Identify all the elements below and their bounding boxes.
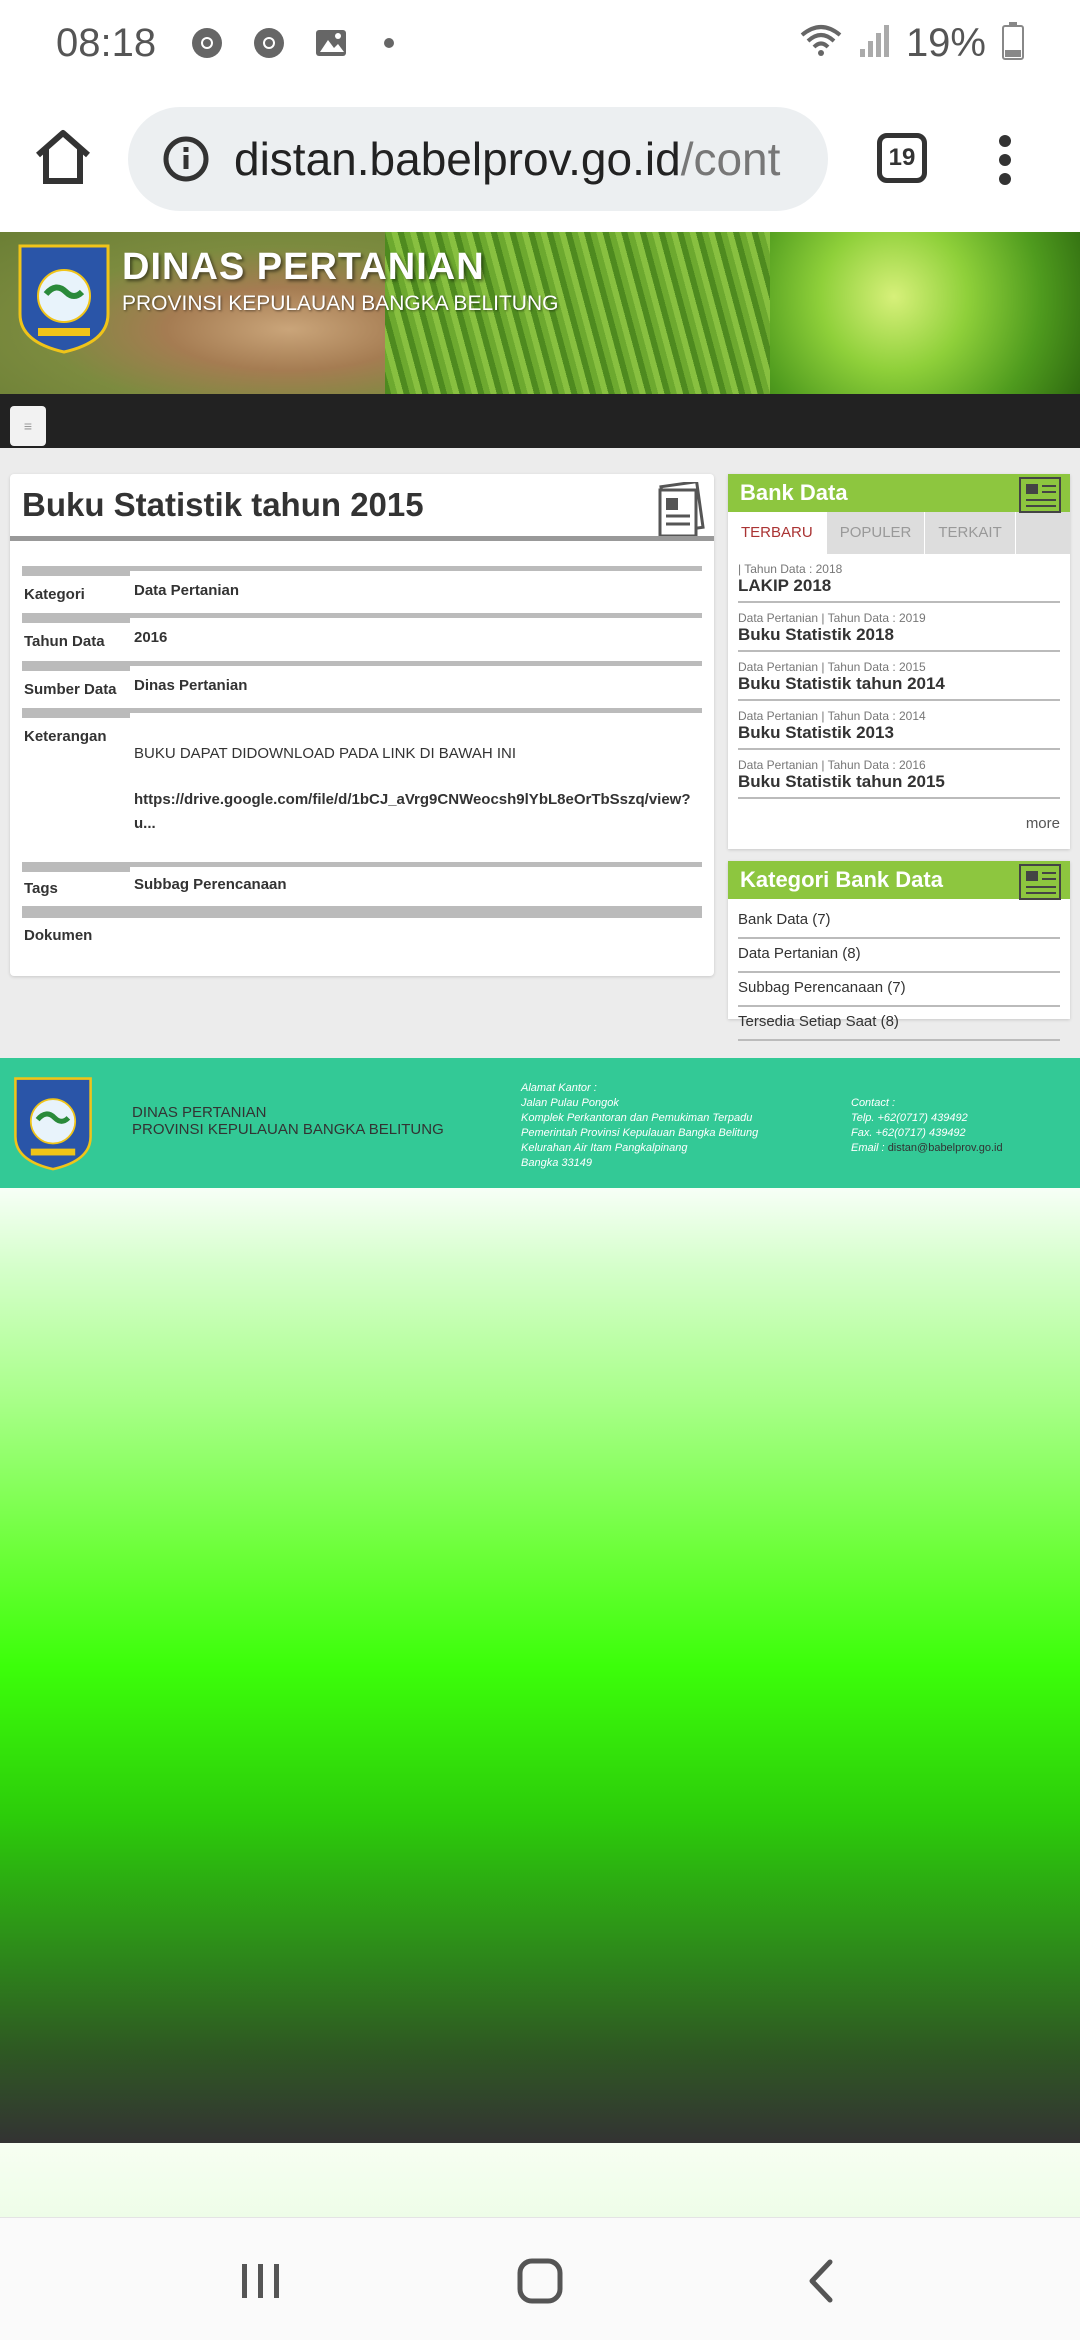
kategori-title: Kategori Bank Data	[740, 867, 943, 892]
item-name[interactable]: Buku Statistik 2013	[738, 723, 894, 742]
label-keterangan: Keterangan	[24, 728, 107, 745]
bank-data-header	[728, 474, 1070, 512]
contact-title: Contact :	[851, 1097, 896, 1109]
article-card	[10, 474, 714, 976]
dokumen-divider	[22, 906, 702, 918]
menu-toggle-button[interactable]: ≡	[10, 406, 46, 446]
list-item[interactable]	[738, 750, 1060, 799]
address-line: Bangka 33149	[521, 1157, 592, 1169]
battery-icon	[1002, 22, 1024, 65]
chrome-notification-icon	[188, 24, 226, 62]
value-keterangan: BUKU DAPAT DIDOWNLOAD PADA LINK DI BAWAH INI	[134, 745, 517, 762]
list-item[interactable]	[738, 652, 1060, 701]
more-options-button[interactable]	[990, 135, 1020, 185]
newspaper-icon	[1012, 861, 1066, 901]
signal-icon	[858, 23, 890, 64]
tab-switcher-button[interactable]: 19	[877, 133, 927, 183]
tab-terbaru[interactable]: TERBARU	[728, 512, 827, 554]
site-banner	[0, 232, 1080, 394]
status-bar	[0, 0, 1080, 86]
more-notifications-dot-icon	[384, 38, 394, 48]
kategori-header	[728, 861, 1070, 899]
address-line: Alamat Kantor :	[521, 1082, 597, 1094]
address-line: Pemerintah Provinsi Kepulauan Bangka Belitung	[521, 1127, 759, 1139]
contact-fax: Fax. +62(0717) 439492	[851, 1127, 966, 1139]
banner-pepper-image	[770, 232, 1080, 394]
address-line: Kelurahan Air Itam Pangkalpinang	[521, 1142, 688, 1154]
contact-email-row	[851, 1141, 1003, 1156]
address-line: Komplek Perkantoran dan Pemukiman Terpadu	[521, 1112, 753, 1124]
document-icon	[654, 482, 706, 538]
footer-address	[521, 1081, 758, 1171]
email-link[interactable]: distan@babelprov.go.id	[887, 1142, 1003, 1154]
browser-toolbar	[0, 95, 1080, 225]
article-title: Buku Statistik tahun 2015	[22, 486, 424, 523]
email-label: Email :	[851, 1142, 885, 1154]
tab-terkait[interactable]: TERKAIT	[925, 512, 1015, 554]
item-name[interactable]: Buku Statistik 2018	[738, 625, 894, 644]
item-meta: Data Pertanian | Tahun Data : 2014	[738, 709, 926, 723]
label-sumber-data: Sumber Data	[24, 681, 117, 698]
footer-logo	[12, 1072, 94, 1174]
wifi-icon	[800, 23, 842, 64]
address-line: Jalan Pulau Pongok	[521, 1097, 619, 1109]
url-path: /cont	[680, 133, 781, 185]
gallery-notification-icon	[312, 24, 350, 62]
footer-contact	[851, 1096, 1003, 1156]
bank-data-panel	[728, 474, 1070, 849]
item-name[interactable]: Buku Statistik tahun 2015	[738, 772, 945, 791]
label-tahun-data: Tahun Data	[24, 633, 105, 650]
status-time: 08:18	[56, 20, 157, 65]
footer-name-line1: DINAS PERTANIAN	[132, 1104, 267, 1121]
site-subtitle: PROVINSI KEPULAUAN BANGKA BELITUNG	[122, 292, 559, 315]
list-item[interactable]	[738, 554, 1060, 603]
site-footer	[0, 1058, 1080, 1188]
bank-data-title: Bank Data	[740, 480, 848, 505]
footer-name-line2: PROVINSI KEPULAUAN BANGKA BELITUNG	[132, 1121, 444, 1138]
item-meta: Data Pertanian | Tahun Data : 2015	[738, 660, 926, 674]
category-link[interactable]: Subbag Perencanaan (7)	[738, 973, 1060, 1007]
value-kategori: Data Pertanian	[134, 582, 240, 599]
kategori-panel	[728, 861, 1070, 1030]
item-meta: | Tahun Data : 2018	[738, 562, 843, 576]
item-meta: Data Pertanian | Tahun Data : 2019	[738, 611, 926, 625]
newspaper-icon	[1012, 474, 1066, 514]
address-bar[interactable]	[128, 107, 828, 211]
url-text[interactable]	[234, 132, 780, 186]
back-icon[interactable]	[796, 2256, 846, 2306]
system-navigation-bar	[0, 2217, 1080, 2340]
contact-telp: Telp. +62(0717) 439492	[851, 1112, 968, 1124]
category-link[interactable]: Bank Data (7)	[738, 905, 1060, 939]
home-button[interactable]	[32, 125, 94, 187]
label-tags: Tags	[24, 880, 58, 897]
page-bottom-area	[0, 2143, 1080, 2217]
url-domain: distan.babelprov.go.id	[234, 133, 681, 185]
bank-data-tabs	[728, 512, 1070, 554]
value-tahun-data: 2016	[134, 629, 168, 646]
item-name[interactable]: LAKIP 2018	[738, 576, 832, 595]
chrome-notification-icon	[250, 24, 288, 62]
label-kategori: Kategori	[24, 586, 85, 603]
item-name[interactable]: Buku Statistik tahun 2014	[738, 674, 945, 693]
info-icon[interactable]	[162, 135, 210, 183]
home-nav-icon[interactable]	[515, 2256, 565, 2306]
value-sumber-data: Dinas Pertanian	[134, 677, 248, 694]
home-icon	[32, 125, 94, 187]
footer-org-name	[132, 1104, 444, 1138]
tab-populer[interactable]: POPULER	[827, 512, 926, 554]
list-item[interactable]	[738, 701, 1060, 750]
province-logo[interactable]	[16, 242, 112, 354]
battery-percent: 19%	[905, 20, 986, 65]
list-item[interactable]	[738, 603, 1060, 652]
download-link[interactable]: https://drive.google.com/file/d/1bCJ_aVrg9CNWeocsh9lYbL8eOrTbSszq/view?u...	[134, 791, 691, 832]
value-tags[interactable]: Subbag Perencanaan	[134, 876, 287, 893]
label-dokumen: Dokumen	[24, 927, 93, 944]
site-navbar	[0, 394, 1080, 448]
more-link[interactable]: more	[1025, 815, 1060, 832]
item-meta: Data Pertanian | Tahun Data : 2016	[738, 758, 926, 772]
recent-apps-icon[interactable]	[236, 2256, 286, 2306]
category-link[interactable]: Data Pertanian (8)	[738, 939, 1060, 973]
site-title[interactable]: DINAS PERTANIAN	[122, 246, 485, 288]
title-divider	[10, 536, 714, 541]
page-background-gradient	[0, 1188, 1080, 2143]
category-link[interactable]: Tersedia Setiap Saat (8)	[738, 1007, 1060, 1041]
